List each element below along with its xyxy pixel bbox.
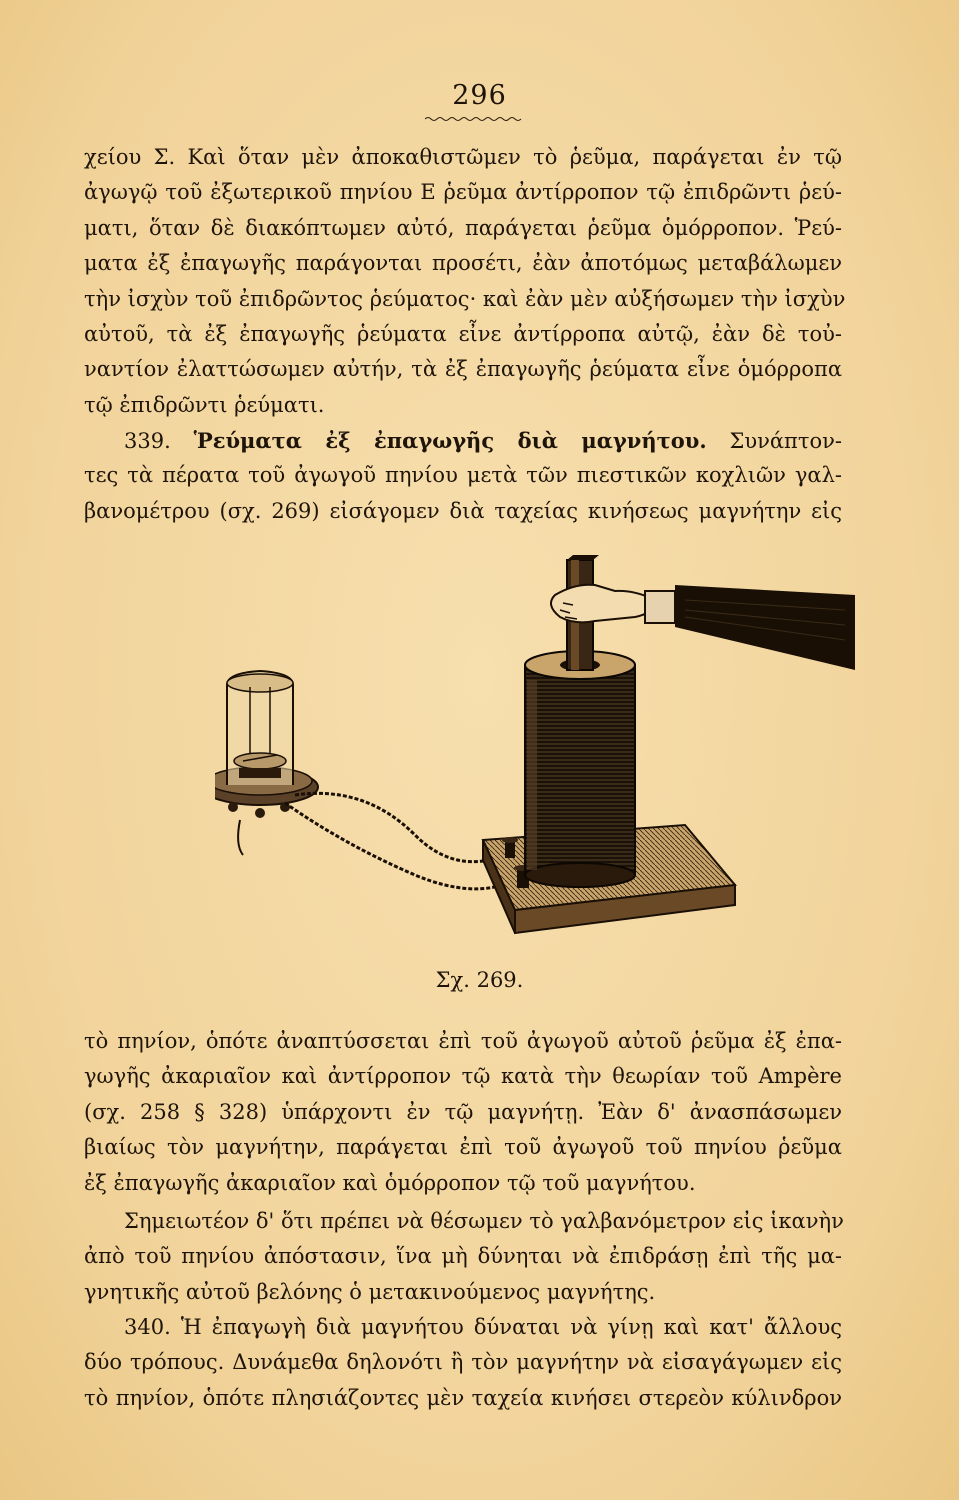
text-line: ματα ἐξ ἐπαγωγῆς παράγονται προσέτι, ἐὰν ἀποτόμως μεταβάλωμεν xyxy=(84,251,842,276)
text-line: ἀγωγῷ τοῦ ἐξωτερικοῦ πηνίου Ε ῥεῦμα ἀντίρροπον τῷ ἐπιδρῶντι ῥεύ- xyxy=(84,180,842,205)
paragraph-top xyxy=(84,140,846,423)
section-title: Ῥεύματα ἐξ ἐπαγωγῆς διὰ μαγνήτου. xyxy=(193,428,707,453)
text-line: τὴν ἰσχὺν τοῦ ἐπιδρῶντος ῥεύματος· καὶ ἐὰν μὲν αὐξήσωμεν τὴν ἰσχὺν xyxy=(84,286,846,311)
page-number: 296 xyxy=(452,80,507,111)
paragraph-after-figure xyxy=(84,1024,842,1201)
text-line: Σημειωτέον δ' ὅτι πρέπει νὰ θέσωμεν τὸ γαλβανόμετρον εἰς ἱκανὴν xyxy=(124,1209,844,1233)
section-number: 339. xyxy=(124,429,171,453)
text-line: (σχ. 258 § 328) ὑπάρχοντι ἐν τῷ μαγνήτῃ. Ἐὰν δ' ἀνασπάσωμεν xyxy=(84,1099,842,1124)
figure-galvanometer-coil-magnet xyxy=(215,555,855,955)
text-line: γνητικῆς αὐτοῦ βελόνης ὁ μετακινούμενος μαγνήτης. xyxy=(84,1279,656,1304)
galvanometer xyxy=(215,671,318,818)
induction-coil xyxy=(525,651,635,887)
paragraph-note xyxy=(84,1204,842,1310)
section-339-heading-line xyxy=(84,423,842,458)
figure-caption: Σχ. 269. xyxy=(435,968,524,992)
text-line: ματι, ὅταν δὲ διακόπτωμεν αὐτό, παράγεται ῥεῦμα ὁμόρροπον. Ῥεύ- xyxy=(84,215,842,240)
section-340 xyxy=(84,1310,842,1416)
text-line: τὸ πηνίον, ὁπότε ἀναπτύσσεται ἐπὶ τοῦ ἀγωγοῦ αὐτοῦ ῥεῦμα ἐξ ἐπα- xyxy=(84,1029,842,1053)
section-text: Συνάπτον- xyxy=(729,429,842,453)
text-line: βιαίως τὸν μαγνήτην, παράγεται ἐπὶ τοῦ ἀγωγοῦ τοῦ πηνίου ῥεῦμα xyxy=(84,1135,842,1160)
text-line: βανομέτρου (σχ. 269) εἰσάγομεν διὰ ταχείας κινήσεως μαγνήτην εἰς xyxy=(84,498,842,523)
page-number-ornament xyxy=(425,116,525,122)
text-line: γωγῆς ἀκαριαῖον καὶ ἀντίρροπον τῷ κατὰ τὴν θεωρίαν τοῦ Ampère xyxy=(84,1064,842,1089)
text-line: ἐξ ἐπαγωγῆς ἀκαριαῖον καὶ ὁμόρροπον τῷ τοῦ μαγνήτου. xyxy=(84,1170,696,1195)
text-line: τὸ πηνίον, ὁπότε πλησιάζοντες μὲν ταχεία κινήσει στερεὸν κύλινδρον xyxy=(84,1385,842,1410)
text-line: αὐτοῦ, τὰ ἐξ ἐπαγωγῆς ῥεύματα εἶνε ἀντίρροπα αὐτῷ, ἐὰν δὲ τοὐ- xyxy=(84,321,842,346)
section-340-heading-line xyxy=(84,1310,842,1345)
text-line: ναντίον ἐλαττώσωμεν αὐτήν, τὰ ἐξ ἐπαγωγῆς ῥεύματα εἶνε ὁμόρροπα xyxy=(84,357,842,382)
text-line: δύο τρόπους. Δυνάμεθα δηλονότι ἢ τὸν μαγνήτην νὰ εἰσαγάγωμεν εἰς xyxy=(84,1350,842,1375)
wire xyxy=(285,803,515,889)
section-text: Ἡ ἐπαγωγὴ διὰ μαγνήτου δύναται νὰ γίνῃ καὶ κατ' ἄλλους xyxy=(180,1315,842,1339)
text-line: τῷ ἐπιδρῶντι ῥεύματι. xyxy=(84,392,325,417)
wire xyxy=(295,793,505,861)
text-line: τες τὰ πέρατα τοῦ ἀγωγοῦ πηνίου μετὰ τῶν πιεστικῶν κοχλιῶν γαλ- xyxy=(84,463,842,488)
text-line: ἀπὸ τοῦ πηνίου ἀπόστασιν, ἵνα μὴ δύνηται νὰ ἐπιδράσῃ ἐπὶ τῆς μα- xyxy=(84,1244,842,1269)
section-339 xyxy=(84,423,842,529)
section-number: 340. xyxy=(124,1315,171,1339)
text-line: χείου Σ. Καὶ ὅταν μὲν ἀποκαθιστῶμεν τὸ ῥεῦμα, παράγεται ἐν τῷ xyxy=(84,145,842,169)
